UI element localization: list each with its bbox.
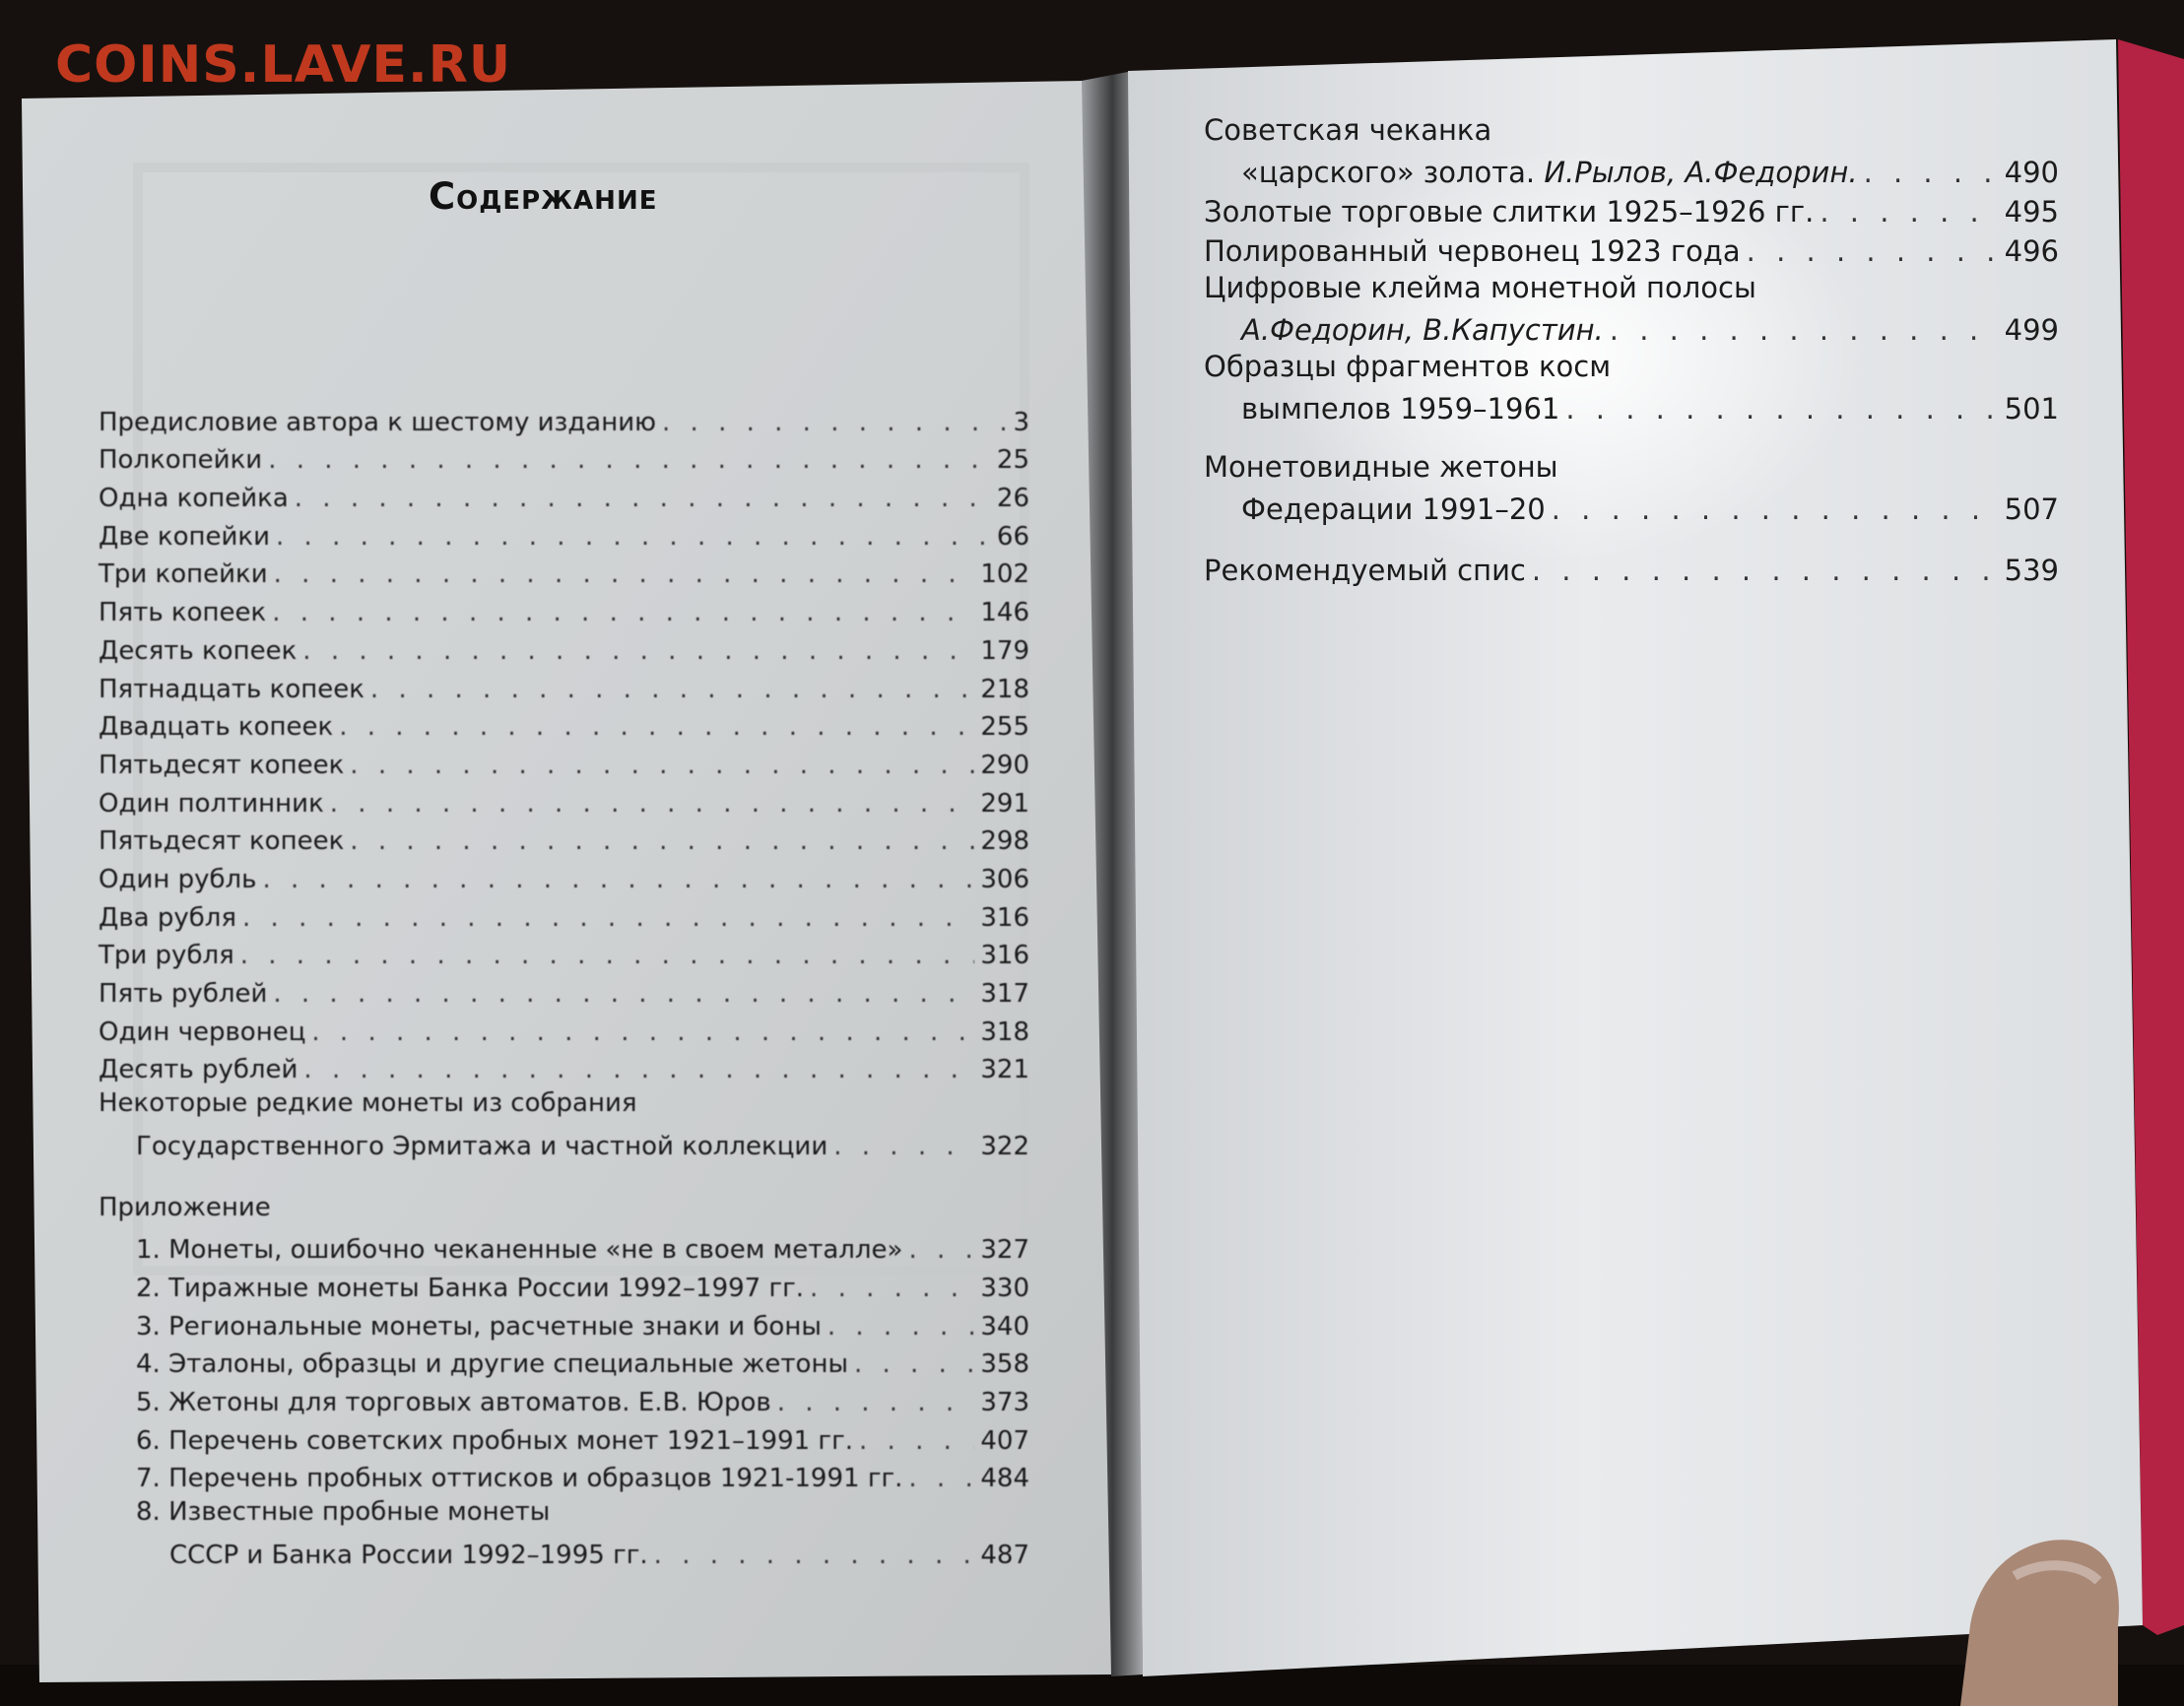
entry-page: 290 <box>980 750 1029 780</box>
toc-right <box>1204 110 2059 587</box>
leader-dots <box>1552 492 1999 526</box>
toc-entries <box>99 399 1029 1084</box>
leader-dots <box>295 484 991 513</box>
appendix-entry-8 <box>99 1493 1029 1569</box>
leader-dots <box>777 1388 975 1417</box>
toc-entry <box>99 970 1029 1009</box>
entry-page: 179 <box>980 635 1029 666</box>
entry-page: 26 <box>996 484 1029 514</box>
entry-page: 322 <box>980 1131 1029 1161</box>
leader-dots <box>1820 195 1998 229</box>
entry-page: 102 <box>980 559 1029 590</box>
toc-entry <box>99 627 1029 666</box>
toc-entry <box>99 589 1029 627</box>
leader-dots <box>273 979 974 1009</box>
entry-page: 373 <box>980 1387 1029 1417</box>
entry-author: Е.В. Юров <box>637 1387 771 1417</box>
entry-title: СССР и Банка России 1992–1995 гг. <box>169 1540 648 1570</box>
leader-dots <box>268 445 991 475</box>
entry-page: 499 <box>2004 313 2059 347</box>
entry-title: Один червонец <box>99 1017 306 1047</box>
toc-entry <box>99 552 1029 590</box>
entry-page: 407 <box>980 1425 1029 1456</box>
appendix-entry <box>99 1342 1029 1380</box>
entry-page: 490 <box>2004 156 2059 189</box>
entry-title: Пятнадцать копеек <box>99 674 364 704</box>
entry-title: Пять копеек <box>99 598 267 628</box>
entry-title: Десять копеек <box>99 635 298 666</box>
toc-entry <box>99 399 1029 437</box>
toc-entry <box>1204 548 2059 587</box>
leader-dots <box>276 522 991 552</box>
leader-dots <box>302 636 974 666</box>
appendix-entry <box>99 1456 1029 1494</box>
toc-entry-rare <box>99 1084 1029 1160</box>
entry-title: Один полтинник <box>99 788 324 819</box>
entry-title: Три рубля <box>99 941 234 971</box>
toc-entry <box>99 513 1029 552</box>
appendix-entry <box>99 1226 1029 1265</box>
entry-line1: Некоторые редкие монеты из собрания <box>99 1088 637 1119</box>
entry-page: 218 <box>980 674 1029 704</box>
entry-title: Государственного Эрмитажа и частной коллекции <box>136 1131 828 1161</box>
entry-title: Пятьдесят копеек <box>99 750 345 780</box>
entry-title: 2. Тиражные монеты Банка России 1992–1997 гг. <box>136 1273 805 1303</box>
appendix-label: Приложение <box>99 1192 271 1222</box>
leader-dots <box>242 903 974 933</box>
toc-entry <box>1204 189 2059 229</box>
toc-entry <box>99 819 1029 857</box>
entry-page: 291 <box>980 788 1029 819</box>
leader-dots <box>350 751 974 780</box>
appendix-entry <box>99 1303 1029 1342</box>
toc-entry <box>99 666 1029 704</box>
entry-title: Одна копейка <box>99 484 289 514</box>
entry-page: 298 <box>980 826 1029 857</box>
appendix-entry <box>99 1379 1029 1417</box>
entry-page: 539 <box>2004 554 2059 587</box>
appendix-entries <box>99 1226 1029 1493</box>
toc-entry <box>99 704 1029 743</box>
entry-title: Федерации 1991–20 <box>1241 492 1546 526</box>
toc-left <box>99 399 1029 1570</box>
entry-title: Две копейки <box>99 521 271 552</box>
entry-page: 501 <box>2004 392 2059 426</box>
entry-title: Полкопейки <box>99 445 263 476</box>
leader-dots <box>262 865 974 894</box>
toc-entry <box>99 475 1029 513</box>
leader-dots <box>350 826 974 856</box>
entry-title: 7. Перечень пробных оттисков и образцов 1921-1991 гг. <box>136 1464 903 1494</box>
entry-page: 340 <box>980 1311 1029 1342</box>
toc-entry <box>1204 447 2059 526</box>
leader-dots <box>859 1426 974 1456</box>
toc-entry <box>99 856 1029 894</box>
leader-dots <box>339 712 974 742</box>
entry-title: Три копейки <box>99 559 268 590</box>
toc-entry <box>99 1009 1029 1047</box>
toc-entry <box>99 933 1029 971</box>
entry-line1: Советская чеканка <box>1204 113 1492 147</box>
entry-title: 4. Эталоны, образцы и другие специальные жетоны <box>136 1349 848 1380</box>
leader-dots <box>908 1464 974 1493</box>
leader-dots <box>908 1235 974 1265</box>
entry-author: А.Федорин, В.Капустин. <box>1241 313 1604 347</box>
entry-page: 3 <box>1013 407 1029 437</box>
leader-dots <box>810 1274 974 1303</box>
entry-page: 317 <box>980 979 1029 1009</box>
page-title: Содержание <box>429 175 658 218</box>
leader-dots <box>330 789 975 819</box>
entry-title: Два рубля <box>99 902 237 933</box>
toc-entry <box>99 1047 1029 1085</box>
entry-title: Десять рублей <box>99 1055 298 1085</box>
entry-line1: Образцы фрагментов косм <box>1204 350 1612 383</box>
entry-page: 507 <box>2004 492 2059 526</box>
entry-page: 25 <box>996 445 1029 476</box>
entry-title: Золотые торговые слитки 1925–1926 гг. <box>1204 195 1815 229</box>
leader-dots <box>662 408 1007 437</box>
entry-title: Пять рублей <box>99 979 268 1009</box>
entry-page: 316 <box>980 941 1029 971</box>
entry-page: 321 <box>980 1055 1029 1085</box>
leader-dots <box>854 1349 974 1379</box>
entry-page: 255 <box>980 712 1029 743</box>
leader-dots <box>240 941 975 970</box>
entry-page: 318 <box>980 1017 1029 1047</box>
appendix-entry <box>99 1417 1029 1456</box>
entry-title: 3. Региональные монеты, расчетные знаки и боны <box>136 1311 822 1342</box>
entry-line1: Монетовидные жетоны <box>1204 450 1558 484</box>
entry-title: 6. Перечень советских пробных монет 1921–1991 гг. <box>136 1425 854 1456</box>
toc-entry <box>99 894 1029 933</box>
leader-dots <box>1610 313 1999 347</box>
entry-author: И.Рылов, А.Федорин. <box>1544 156 1858 189</box>
leader-dots <box>303 1055 974 1084</box>
entry-page: 487 <box>980 1540 1029 1570</box>
entry-line1: Цифровые клейма монетной полосы <box>1204 271 1756 304</box>
appendix-entry <box>99 1265 1029 1303</box>
entry-title: Один рубль <box>99 864 257 894</box>
entry-page: 316 <box>980 902 1029 933</box>
entry-title: Двадцать копеек <box>99 712 334 743</box>
entry-page: 330 <box>980 1273 1029 1303</box>
entry-page: 327 <box>980 1235 1029 1266</box>
toc-entry <box>1204 110 2059 189</box>
entry-page: 484 <box>980 1464 1029 1494</box>
leader-dots <box>833 1132 974 1161</box>
leader-dots <box>1565 392 1998 426</box>
toc-entry <box>1204 229 2059 268</box>
entry-line1: 8. Известные пробные монеты <box>136 1497 551 1528</box>
entry-page: 306 <box>980 864 1029 894</box>
entry-page: 496 <box>2004 234 2059 268</box>
entry-title: Полированный червонец 1923 года <box>1204 234 1741 268</box>
leader-dots <box>654 1541 975 1570</box>
leader-dots <box>311 1017 974 1047</box>
entry-page: 66 <box>996 521 1029 552</box>
leader-dots <box>827 1312 974 1342</box>
watermark: COINS.LAVE.RU <box>55 35 512 95</box>
leader-dots <box>1864 156 1999 189</box>
entry-title: Пятьдесят копеек <box>99 826 345 857</box>
toc-entry <box>99 437 1029 476</box>
leader-dots <box>370 675 974 704</box>
entry-title: Рекомендуемый спис <box>1204 554 1526 587</box>
entry-title: вымпелов 1959–1961 <box>1241 392 1560 426</box>
entry-title: «царского» золота. <box>1241 156 1536 189</box>
leader-dots <box>272 598 974 627</box>
entry-title: 1. Монеты, ошибочно чеканенные «не в своем металле» <box>136 1235 903 1266</box>
toc-entry <box>1204 268 2059 347</box>
leader-dots <box>1747 234 1999 268</box>
toc-entry <box>99 780 1029 819</box>
entry-page: 495 <box>2004 195 2059 229</box>
entry-page: 358 <box>980 1349 1029 1380</box>
toc-entry <box>99 742 1029 780</box>
leader-dots <box>274 559 975 589</box>
entry-title: 5. Жетоны для торговых автоматов. <box>136 1387 630 1417</box>
toc-entry <box>1204 347 2059 426</box>
entry-title: Предисловие автора к шестому изданию <box>99 407 657 437</box>
entry-page: 146 <box>980 598 1029 628</box>
leader-dots <box>1532 554 1999 587</box>
